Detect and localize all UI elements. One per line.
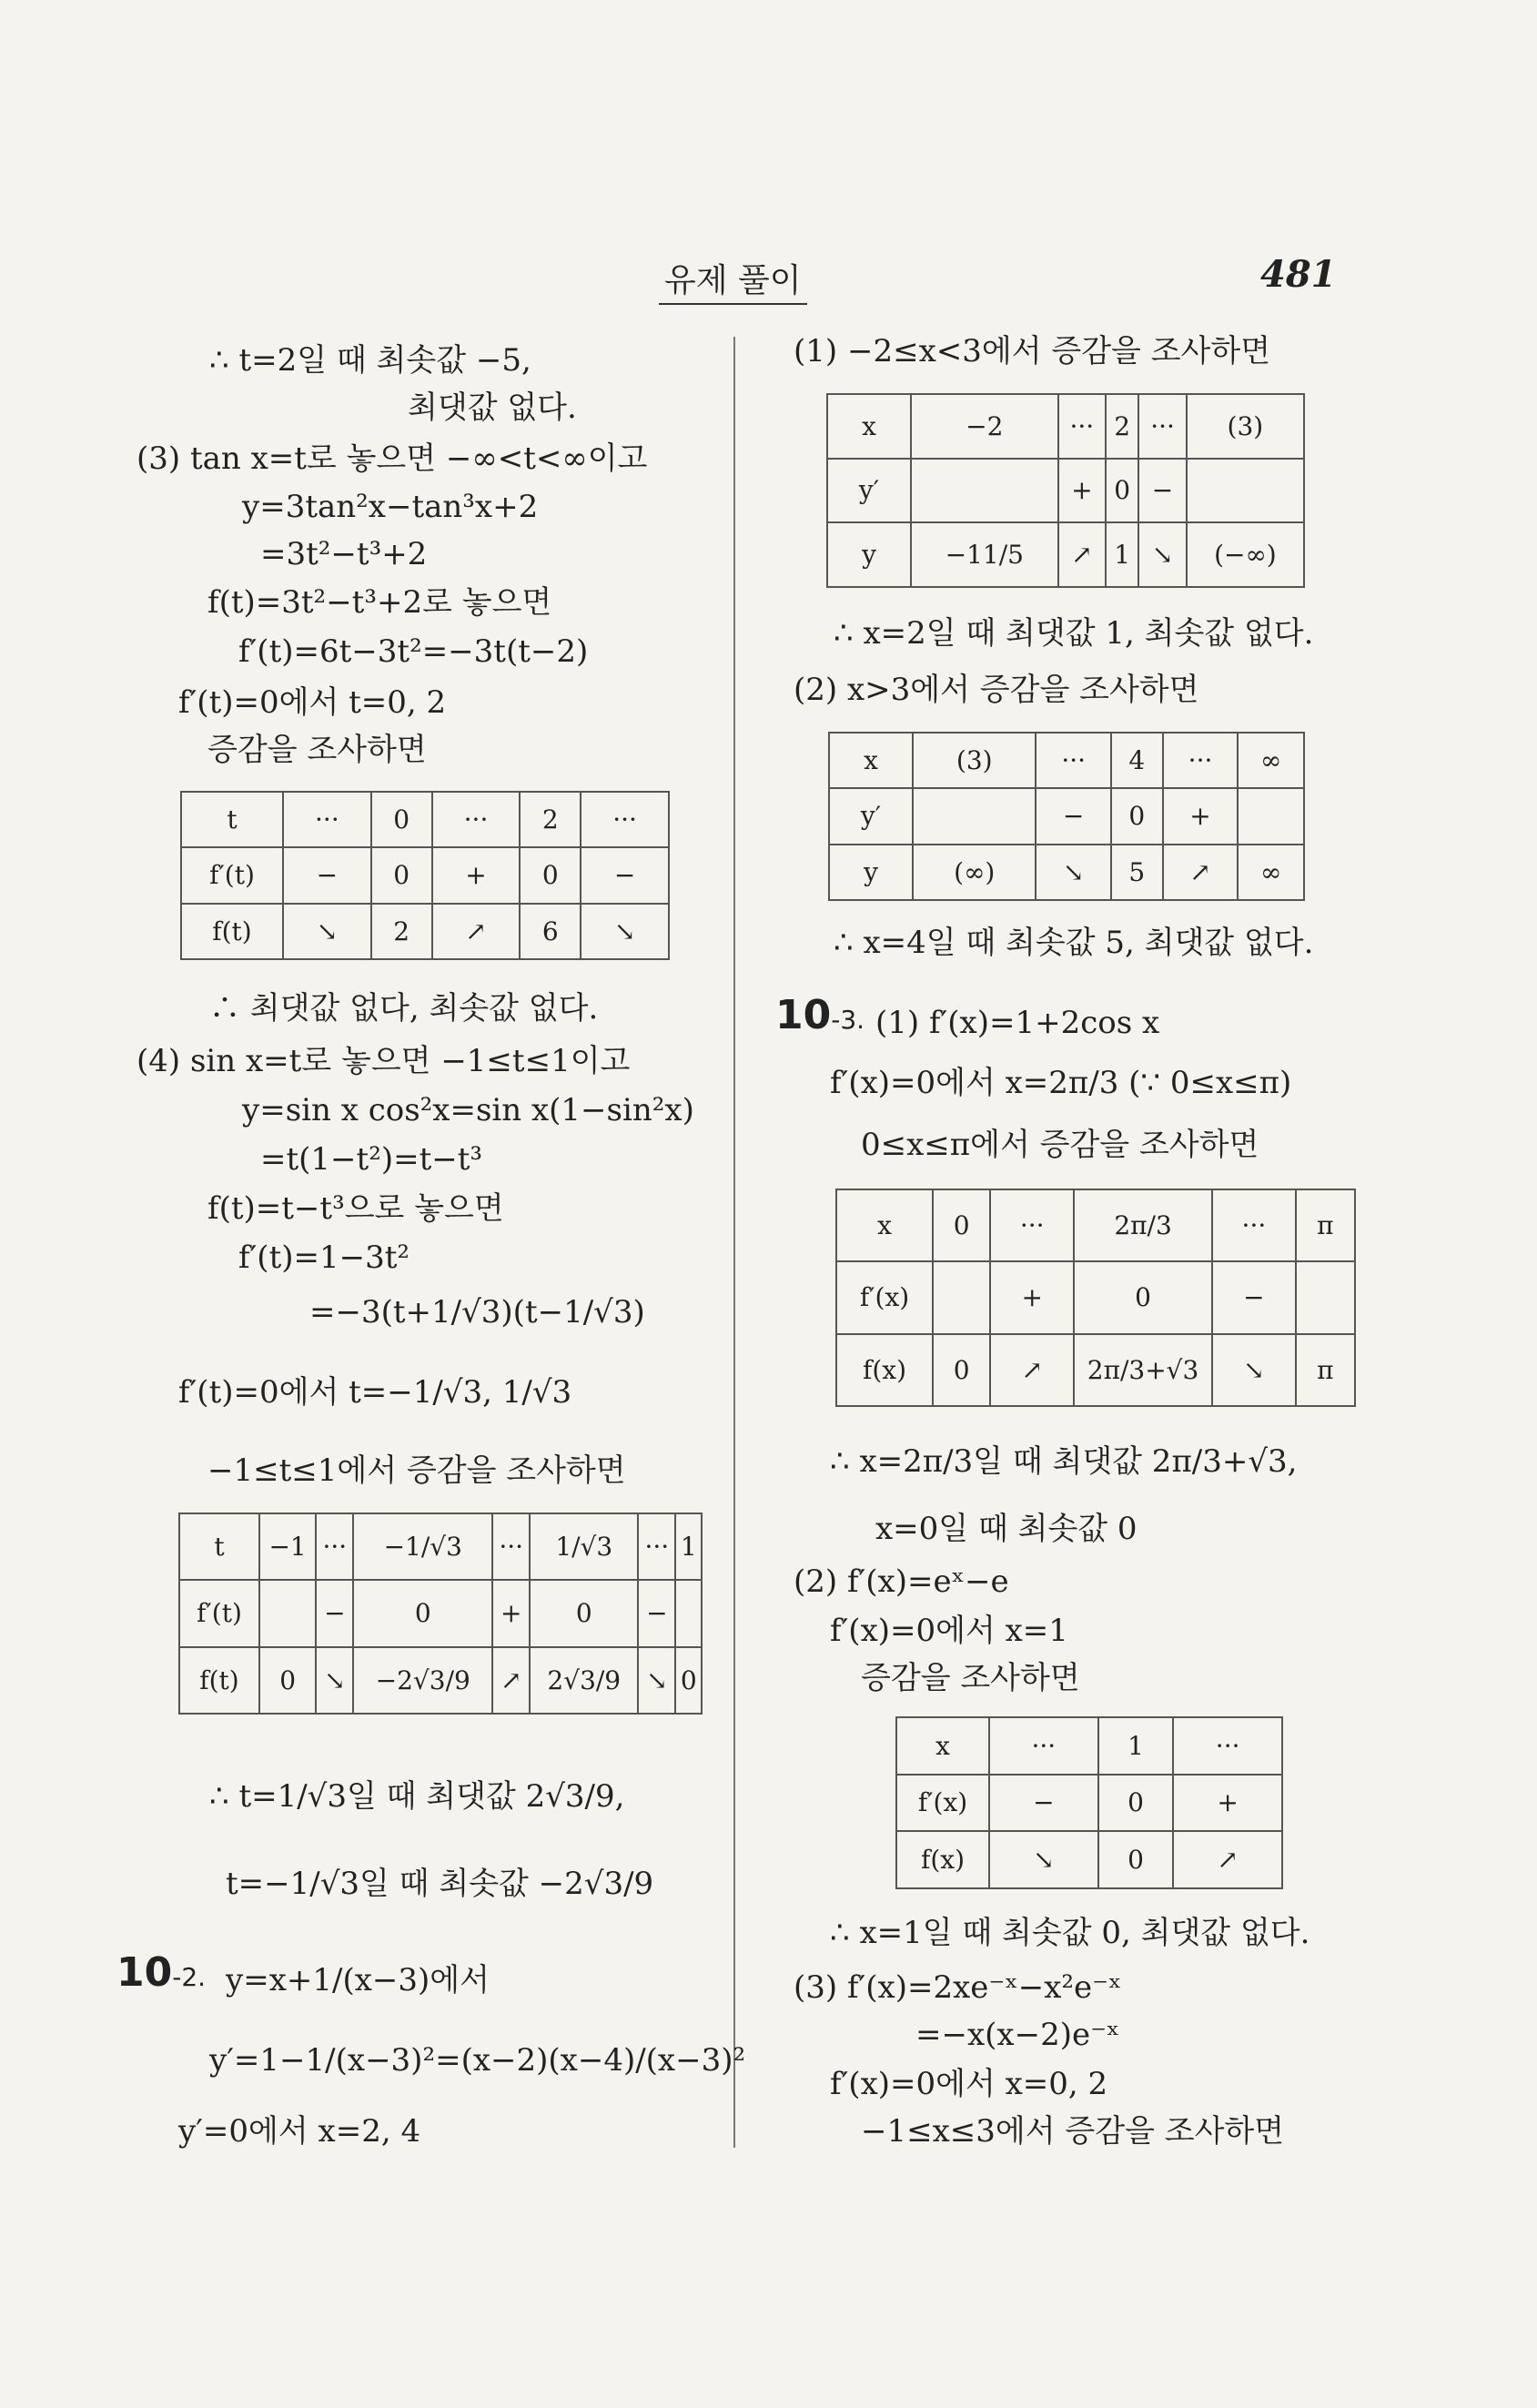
cell: − (1212, 1261, 1296, 1333)
cell: 2√3/9 (530, 1647, 638, 1714)
cell: −2 (911, 394, 1058, 459)
cell (1187, 459, 1304, 523)
cell: 0 (1106, 459, 1138, 523)
line: y′=0에서 x=2, 4 (178, 2113, 421, 2150)
cell: ↘ (283, 904, 371, 959)
cell: ··· (638, 1513, 675, 1580)
line: y=3tan²x−tan³x+2 (242, 489, 539, 525)
line: f′(x)=0에서 x=1 (830, 1613, 1068, 1649)
cell (259, 1580, 316, 1646)
cell: f(t) (179, 1647, 259, 1714)
cell: ↘ (1212, 1334, 1296, 1406)
cell: (3) (1187, 394, 1304, 459)
line: f′(t)=0에서 t=−1/√3, 1/√3 (178, 1374, 572, 1411)
cell: 1 (1106, 522, 1138, 587)
cell: 0 (675, 1647, 702, 1714)
line: x=0일 때 최솟값 0 (875, 1511, 1138, 1547)
line: ∴ t=2일 때 최솟값 −5, (209, 342, 531, 379)
line: t=−1/√3일 때 최솟값 −2√3/9 (226, 1866, 654, 1902)
cell: −2√3/9 (353, 1647, 492, 1714)
cell: x (836, 1189, 933, 1261)
cell: 1 (675, 1513, 702, 1580)
line: f′(t)=1−3t² (238, 1239, 410, 1276)
cell: 2 (1106, 394, 1138, 459)
line: ∴ 최댓값 없다, 최솟값 없다. (209, 990, 599, 1027)
cell: 0 (371, 792, 432, 847)
cell: ··· (432, 792, 521, 847)
cell: y′ (827, 459, 911, 523)
cell: ↘ (638, 1647, 675, 1714)
cell: − (283, 847, 371, 903)
cell: 2 (371, 904, 432, 959)
cell: 0 (353, 1580, 492, 1646)
line: ∴ x=2일 때 최댓값 1, 최솟값 없다. (834, 615, 1314, 652)
line: (3) f′(x)=2xe⁻ˣ−x²e⁻ˣ (794, 1969, 1122, 2006)
cell: ··· (581, 792, 669, 847)
line: y=sin x cos²x=sin x(1−sin²x) (242, 1092, 694, 1128)
cell: + (492, 1580, 530, 1646)
cell: 0 (371, 847, 432, 903)
line: ∴ t=1/√3일 때 최댓값 2√3/9, (209, 1778, 625, 1815)
cell (1238, 788, 1304, 844)
line: f′(t)=6t−3t²=−3t(t−2) (238, 633, 589, 670)
section-number: 10 (775, 992, 832, 1038)
cell: x (827, 394, 911, 459)
line: =t(1−t²)=t−t³ (260, 1141, 483, 1178)
cell: + (432, 847, 521, 903)
line: (4) sin x=t로 놓으면 −1≤t≤1이고 (137, 1043, 631, 1079)
line: y′=1−1/(x−3)²=(x−2)(x−4)/(x−3)² (209, 2042, 746, 2079)
cell: (−∞) (1187, 522, 1304, 587)
cell (913, 788, 1036, 844)
cell: x (829, 733, 913, 788)
line: (3) tan x=t로 놓으면 −∞<t<∞이고 (137, 440, 648, 477)
cell: ··· (1173, 1717, 1282, 1775)
line: f(t)=t−t³으로 놓으면 (207, 1190, 504, 1227)
cell: 0 (933, 1334, 990, 1406)
cell: 4 (1111, 733, 1163, 788)
cell: 6 (520, 904, 581, 959)
cell: ··· (492, 1513, 530, 1580)
line: =3t²−t³+2 (260, 536, 428, 572)
section-subnumber: -3. (831, 1005, 865, 1035)
cell: x (896, 1717, 989, 1775)
cell: −1/√3 (353, 1513, 492, 1580)
cell: t (181, 792, 283, 847)
variation-table-a (826, 393, 1305, 588)
section-10-3 (775, 992, 865, 1038)
cell: f(t) (181, 904, 283, 959)
page-number: 481 (1260, 253, 1337, 296)
cell: ··· (1138, 394, 1186, 459)
cell: y′ (829, 788, 913, 844)
section-subnumber: -2. (172, 1962, 207, 1992)
cell: − (1138, 459, 1186, 523)
cell: ↗ (1163, 845, 1238, 900)
cell: − (581, 847, 669, 903)
running-header: 유제 풀이 (659, 255, 807, 305)
line: (1) −2≤x<3에서 증감을 조사하면 (794, 333, 1271, 369)
section-10-2 (116, 1949, 206, 1996)
cell: 0 (1098, 1831, 1174, 1888)
cell: − (1036, 788, 1110, 844)
line: ∴ x=2π/3일 때 최댓값 2π/3+√3, (830, 1443, 1298, 1480)
line: −1≤x≤3에서 증감을 조사하면 (861, 2113, 1285, 2150)
cell (933, 1261, 990, 1333)
cell: f′(t) (179, 1580, 259, 1646)
cell: 1/√3 (530, 1513, 638, 1580)
line: 증감을 조사하면 (861, 1660, 1080, 1696)
cell: f′(x) (836, 1261, 933, 1333)
cell: ··· (1163, 733, 1238, 788)
cell: ··· (316, 1513, 353, 1580)
line: 0≤x≤π에서 증감을 조사하면 (861, 1127, 1259, 1163)
line: 최댓값 없다. (408, 390, 577, 426)
cell: f′(t) (181, 847, 283, 903)
cell: − (638, 1580, 675, 1646)
line: f′(x)=0에서 x=0, 2 (830, 2066, 1108, 2102)
cell: ↗ (432, 904, 521, 959)
cell: π (1296, 1189, 1355, 1261)
column-divider (733, 337, 735, 2148)
section-number: 10 (116, 1949, 173, 1996)
cell: y (829, 845, 913, 900)
cell: ↘ (1036, 845, 1110, 900)
cell: f′(x) (896, 1775, 989, 1832)
cell: −11/5 (911, 522, 1058, 587)
cell: ··· (1212, 1189, 1296, 1261)
line: −1≤t≤1에서 증감을 조사하면 (207, 1452, 626, 1489)
variation-table-d (895, 1716, 1283, 1889)
cell: (3) (913, 733, 1036, 788)
line: ∴ x=4일 때 최솟값 5, 최댓값 없다. (834, 925, 1314, 961)
line: f(t)=3t²−t³+2로 놓으면 (207, 584, 552, 621)
cell: ↘ (581, 904, 669, 959)
variation-table-b (828, 732, 1305, 901)
cell (675, 1580, 702, 1646)
cell (1296, 1261, 1355, 1333)
cell: ↘ (316, 1647, 353, 1714)
cell: 0 (1074, 1261, 1212, 1333)
cell: 1 (1098, 1717, 1174, 1775)
cell: π (1296, 1334, 1355, 1406)
line: f′(x)=0에서 x=2π/3 (∵ 0≤x≤π) (830, 1065, 1292, 1101)
cell: 0 (1111, 788, 1163, 844)
cell: − (316, 1580, 353, 1646)
cell: ··· (1058, 394, 1106, 459)
cell: ··· (989, 1717, 1098, 1775)
cell: y (827, 522, 911, 587)
cell: ↗ (1058, 522, 1106, 587)
cell: ↗ (1173, 1831, 1282, 1888)
cell: 2 (520, 792, 581, 847)
cell: ··· (990, 1189, 1074, 1261)
cell: + (1173, 1775, 1282, 1832)
cell: 0 (530, 1580, 638, 1646)
line: (2) x>3에서 증감을 조사하면 (794, 672, 1199, 708)
variation-table-t-3 (180, 791, 670, 960)
cell: f(x) (896, 1831, 989, 1888)
cell: −1 (259, 1513, 316, 1580)
line: (1) f′(x)=1+2cos x (875, 1005, 1160, 1041)
cell: 2π/3 (1074, 1189, 1212, 1261)
line: (2) f′(x)=eˣ−e (794, 1563, 1009, 1600)
line: =−x(x−2)e⁻ˣ (915, 2017, 1120, 2053)
cell: ↘ (989, 1831, 1098, 1888)
cell: ··· (1036, 733, 1110, 788)
cell: − (989, 1775, 1098, 1832)
cell (911, 459, 1058, 523)
cell: ∞ (1238, 733, 1304, 788)
cell: ∞ (1238, 845, 1304, 900)
cell: 0 (520, 847, 581, 903)
line: y=x+1/(x−3)에서 (226, 1962, 490, 1998)
cell: 2π/3+√3 (1074, 1334, 1212, 1406)
cell: ↗ (492, 1647, 530, 1714)
variation-table-c (835, 1189, 1356, 1407)
cell: 0 (933, 1189, 990, 1261)
cell: + (1163, 788, 1238, 844)
line: ∴ x=1일 때 최솟값 0, 최댓값 없다. (830, 1915, 1310, 1951)
cell: ↘ (1138, 522, 1186, 587)
line: 증감을 조사하면 (207, 732, 427, 768)
cell: 0 (259, 1647, 316, 1714)
cell: + (1058, 459, 1106, 523)
cell: ↗ (990, 1334, 1074, 1406)
cell: ··· (283, 792, 371, 847)
variation-table-t-4 (178, 1513, 703, 1715)
line: =−3(t+1/√3)(t−1/√3) (309, 1294, 645, 1330)
cell: (∞) (913, 845, 1036, 900)
cell: f(x) (836, 1334, 933, 1406)
cell: t (179, 1513, 259, 1580)
cell: 0 (1098, 1775, 1174, 1832)
cell: + (990, 1261, 1074, 1333)
cell: 5 (1111, 845, 1163, 900)
line: f′(t)=0에서 t=0, 2 (178, 684, 447, 721)
